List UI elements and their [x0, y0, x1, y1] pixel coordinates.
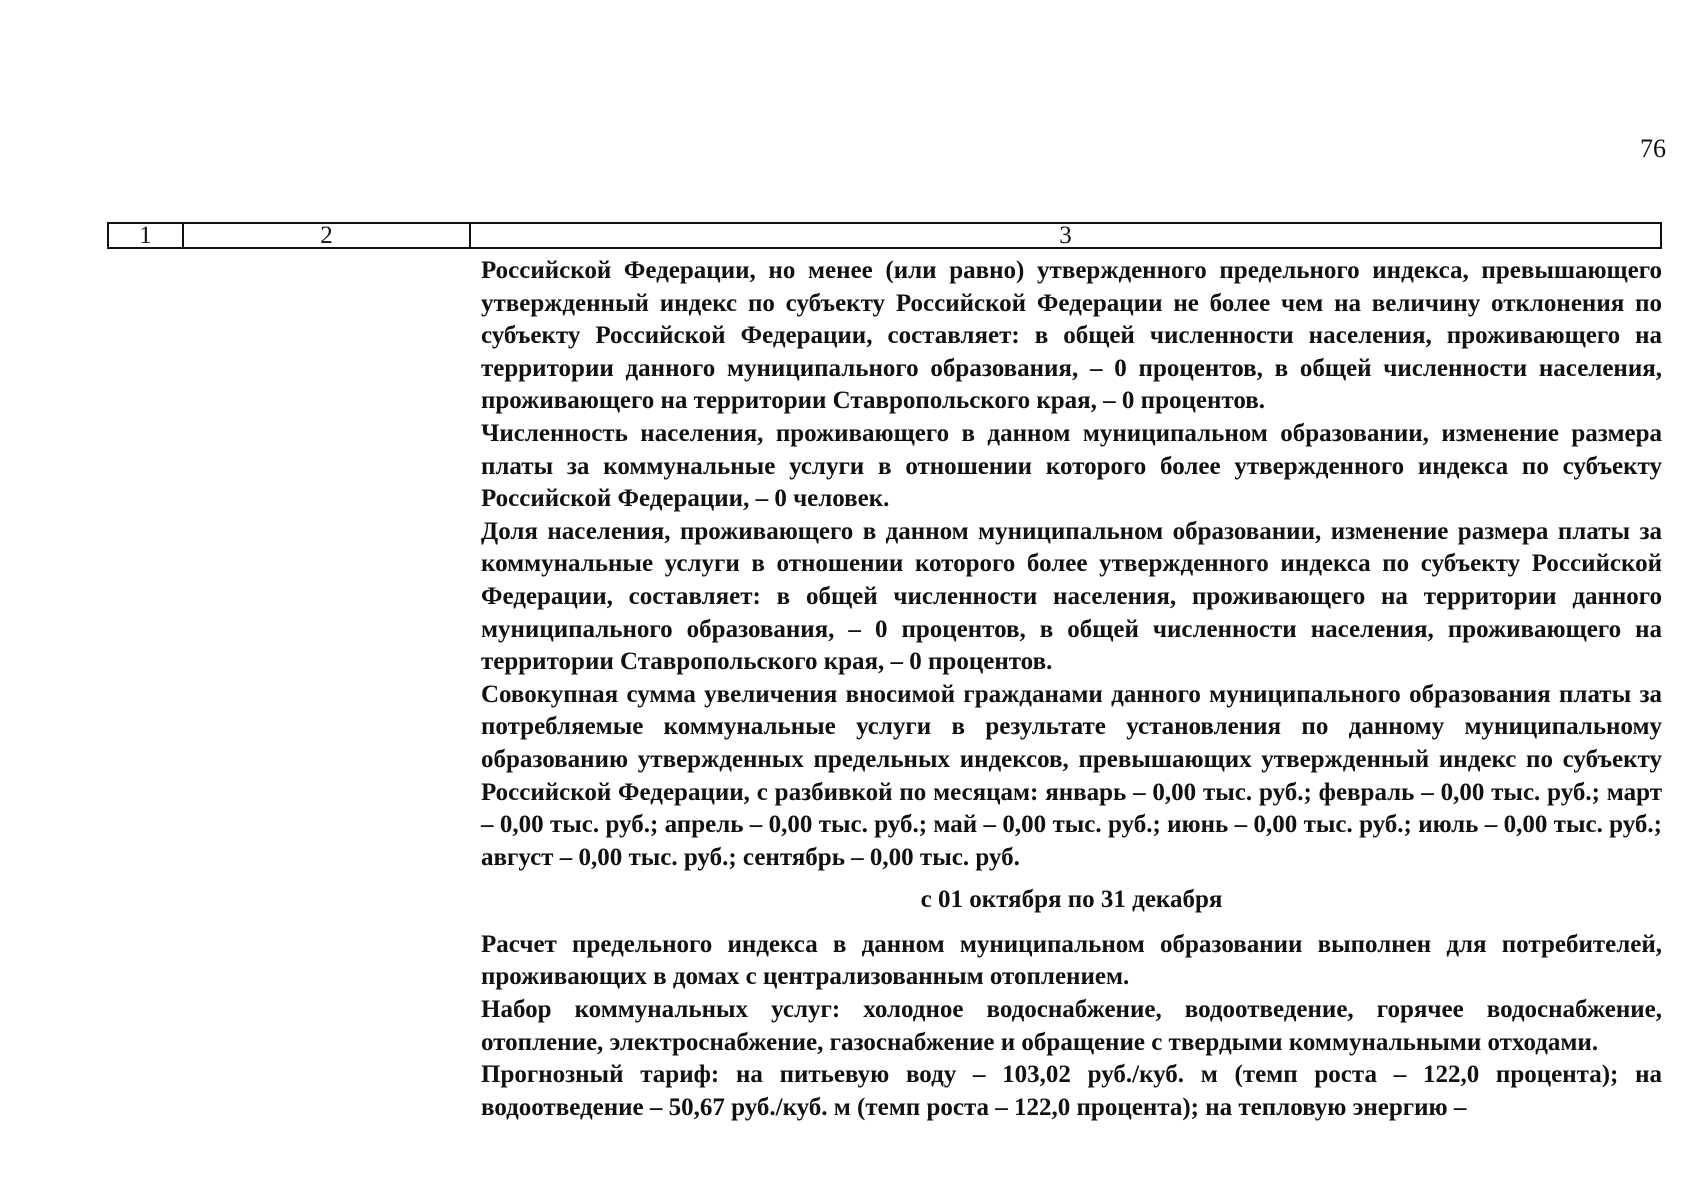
paragraph: Совокупная сумма увеличения вносимой гражданами данного муниципального образования платы за потребляемые коммунальные услуги в результате установления по данному муниципальному образованию утвержденных предельных индексов, превышающих утвержденный индекс по субъекту Российской Федерации, с разбивкой по месяцам: январь – 0,00 тыс. руб.; февраль – 0,00 тыс. руб.; март – 0,00 тыс. руб.; апрель – 0,00 тыс. руб.; май – 0,00 тыс. руб.; июнь – 0,00 тыс. руб.; июль – 0,00 тыс. руб.; август – 0,00 тыс. руб.; сентябрь – 0,00 тыс. руб.: [481, 680, 1662, 871]
column-number-2: 2: [184, 224, 471, 247]
paragraph: Российской Федерации, но менее (или равно) утвержденного предельного индекса, превышающего утвержденный индекс по субъекту Российской Федерации не более чем на величину отклонения по субъекту Российской Федерации, составляет: в общей численности населения, проживающего на территории данного муниципального образования, – 0 процентов, в общей численности населения, проживающего на территории Ставропольского края, – 0 процентов.: [481, 257, 1662, 415]
column-number-1: 1: [109, 224, 184, 247]
paragraph: Доля населения, проживающего в данном муниципальном образовании, изменение размера платы за коммунальные услуги в отношении которого более утвержденного индекса по субъекту Российской Федерации, составляет: в общей численности населения, проживающего на территории данного муниципального образования, – 0 процентов, в общей численности населения, проживающего на территории Ставропольского края, – 0 процентов.: [481, 517, 1662, 676]
section-title: с 01 октября по 31 декабря: [920, 886, 1223, 914]
table-column-header-row: [107, 222, 1662, 249]
paragraph: Численность населения, проживающего в данном муниципальном образовании, изменение размера платы за коммунальные услуги в отношении которого более утвержденного индекса по субъекту Российской Федерации, – 0 человек.: [481, 419, 1662, 513]
page-number: 76: [1640, 134, 1666, 163]
document-body: [481, 255, 1662, 1124]
column-number-3: 3: [1059, 222, 1072, 249]
paragraph: Расчет предельного индекса в данном муниципальном образовании выполнен для потребителей, проживающих в домах с централизованным отоплением.: [481, 930, 1662, 991]
paragraph: Прогнозный тариф: на питьевую воду – 103,02 руб./куб. м (темп роста – 122,0 процента); на водоотведение – 50,67 руб./куб. м (темп роста – 122,0 процента); на тепловую энергию –: [481, 1061, 1662, 1121]
paragraph: Набор коммунальных услуг: холодное водоснабжение, водоотведение, горячее водоснабжение, отопление, электроснабжение, газоснабжение и обращение с твердыми коммунальными отходами.: [481, 996, 1662, 1056]
